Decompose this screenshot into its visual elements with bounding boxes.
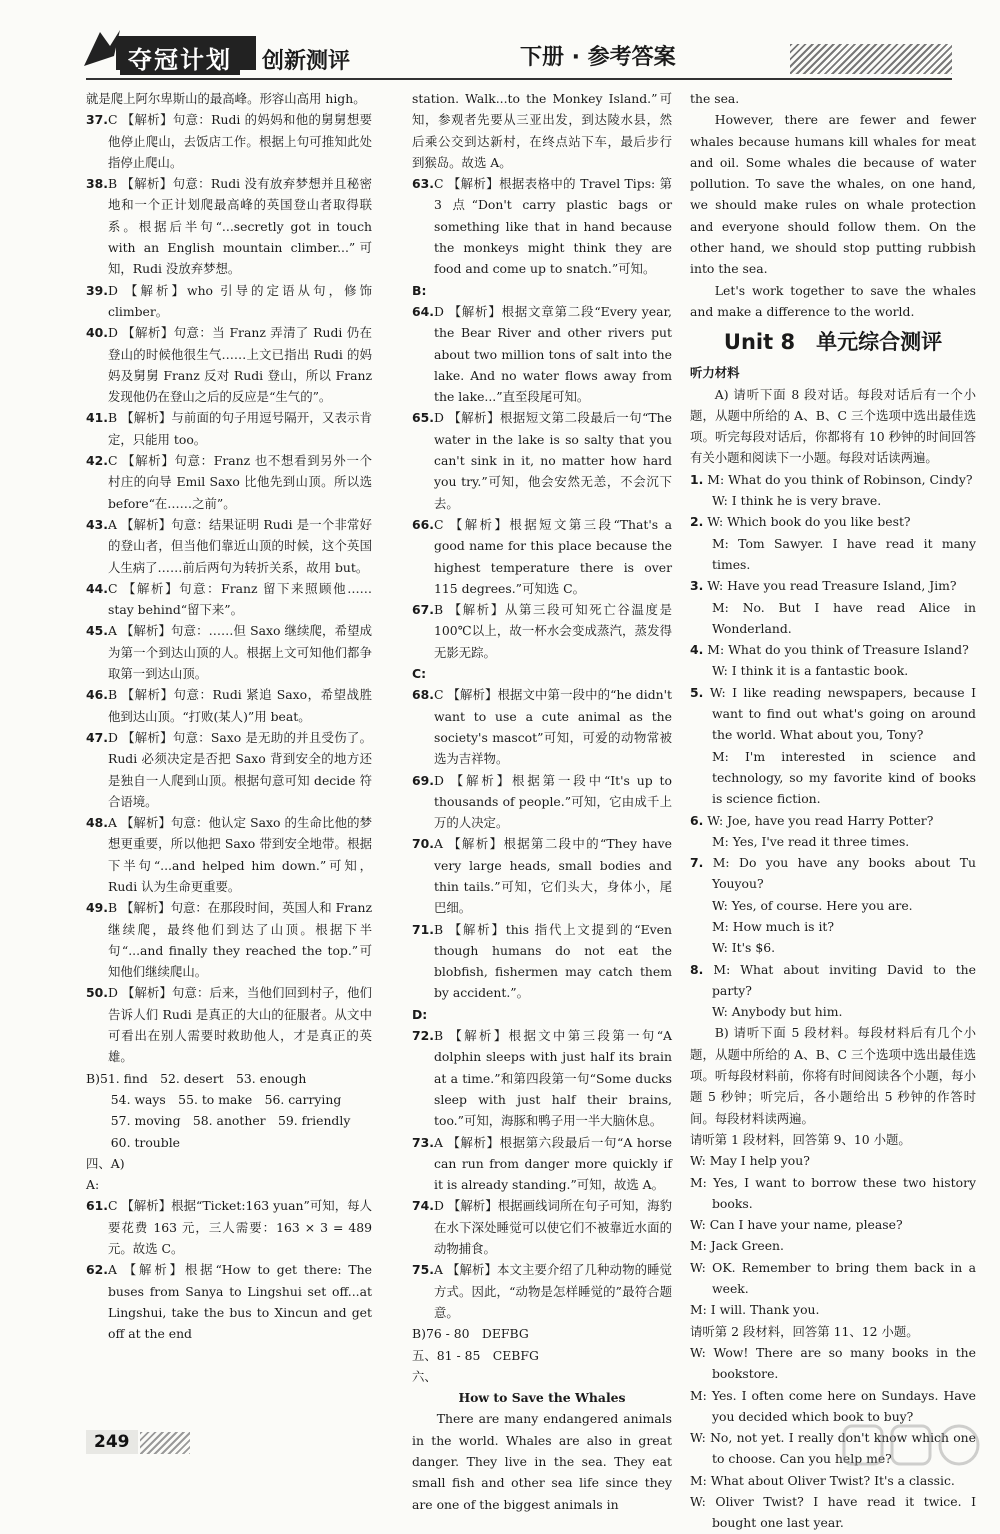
answer-line: 五、81 - 85 CEBFG [412, 1347, 539, 1363]
question-number: 75. [412, 1262, 434, 1278]
dialogue-line [690, 511, 976, 532]
answer-explanation: 【解析】who 引导的定语从句，修饰 climber。 [108, 282, 372, 319]
listening-heading: 听力材料 [690, 365, 740, 381]
essay-paragraph: the sea. [690, 91, 740, 106]
answer-letter: C [107, 112, 118, 128]
watermark-logo-icon [840, 1420, 990, 1472]
question-number: 37. [86, 112, 108, 128]
question-number: 65. [412, 410, 434, 426]
answer-letter: D [433, 410, 444, 426]
answer-line: 57. moving 58. another 59. friendly [110, 1113, 351, 1129]
answer-explanation: 【解析】根据“Ticket:163 yuan”可知，每人要花费 163 元，三人需要：163 × 3 = 489 元。故选 C。 [108, 1198, 372, 1257]
question-number: 49. [86, 900, 108, 916]
answer-item [86, 897, 372, 982]
question-number: 1. [690, 471, 704, 487]
answer-explanation: 【解析】根据短文第三段“That's a good name for this place because the highest temperature there is over 115 degrees.”可知选 C。 [434, 516, 672, 596]
question-number: 3. [690, 578, 704, 594]
dialogue-line [690, 469, 976, 490]
answer-letter: A [433, 1134, 443, 1150]
section-marker: 四、A) [86, 1155, 125, 1171]
answer-explanation: 【解析】根据文章第二段“Every year, the Bear River and other rivers put about two million tons of salt into the lake. And no water flows away from the lake...”直至段尾可知。 [434, 303, 672, 405]
answer-letter: C [433, 687, 444, 703]
question-number: 7. [690, 855, 704, 871]
answer-item [86, 1195, 372, 1259]
answer-explanation: 【解析】根据文中第一段中的“he didn't want to use a cute animal as the society's mascot”可知，可爱的动物常被选为吉祥物。 [434, 687, 672, 767]
section-title: 下册 · 参考答案 [520, 45, 676, 70]
answer-item [86, 982, 372, 1067]
question-number: 5. [690, 684, 704, 700]
dialogue-text: M: No. But I have read Alice in Wonderland. [712, 599, 976, 636]
answer-explanation: 【解析】句意：Saxo 是无助的并且受伤了。Rudi 必须决定是否把 Saxo 背到安全的地方还是独自一人爬到山顶。根据句意可知 decide 符合语境。 [108, 729, 372, 809]
answer-item [86, 620, 372, 684]
question-number: 74. [412, 1198, 434, 1214]
answer-letter: B [107, 176, 118, 192]
answer-explanation: 【解析】根据表格中的 Travel Tips: 第 3 点“Don't carry plastic bags or something like that in hand because the monkeys might think they are food and come up to snatch.”可知。 [434, 176, 672, 277]
answer-explanation: 【解析】根据画线词所在句子可知，海豹在水下深处睡觉可以使它们不被靠近水面的动物捕食。 [434, 1198, 672, 1257]
dialogue-line: W: May I help you? [690, 1153, 810, 1169]
answer-item [86, 684, 372, 727]
answer-item [86, 109, 372, 173]
answer-item [412, 1195, 672, 1259]
answer-explanation: 【解析】根据第一段中“It's up to thousands of people.”可知，它由成千上万的人决定。 [434, 772, 672, 831]
answer-item [412, 1025, 672, 1131]
answer-explanation: 【解析】本文主要介绍了几种动物的睡觉方式。因此，“动物是怎样睡觉的”最符合题意。 [434, 1262, 672, 1320]
answer-letter: D [107, 325, 118, 341]
question-number: 41. [86, 410, 108, 426]
question-number: 2. [690, 514, 704, 530]
answer-item [86, 514, 372, 578]
dialogue-line: M: Yes, I want to borrow these two history books. [690, 1174, 976, 1211]
answer-letter: B [107, 900, 118, 916]
page-header [0, 0, 1000, 82]
dialogue-line [690, 916, 976, 937]
answer-letter: D [107, 282, 118, 298]
question-number: 71. [412, 921, 434, 937]
answer-letter: A [433, 836, 443, 852]
answer-explanation: 【解析】句意：……但 Saxo 继续爬，希望成为第一个到达山顶的人。根据上文可知他们都争取第一到达山顶。 [108, 623, 372, 682]
dialogue-line [690, 660, 976, 681]
header-divider [86, 78, 952, 80]
dialogue-line: W: Can I have your name, please? [690, 1217, 903, 1233]
question-number: 63. [412, 176, 434, 192]
answer-letter: C [433, 176, 444, 192]
answer-item [412, 833, 672, 918]
answer-item [86, 727, 372, 812]
answer-letter: A [107, 1262, 117, 1278]
question-number: 43. [86, 516, 108, 532]
dialogue-line [690, 810, 976, 831]
question-number: 6. [690, 812, 704, 828]
dialogue-line [690, 937, 976, 958]
section-marker: 六、 [412, 1368, 437, 1384]
column-1 [86, 88, 372, 1345]
answer-explanation: 【解析】句意：在那段时间，英国人和 Franz 继续爬，最终他们到达了山顶。根据下半句“...and finally they reached the top.”可知他们继续爬山。 [108, 900, 373, 980]
question-number: D: [412, 1006, 428, 1022]
answer-item [412, 514, 672, 599]
dialogue-line: W: OK. Remember to bring them back in a week. [690, 1259, 976, 1297]
answer-item [86, 280, 372, 323]
question-number: 69. [412, 772, 434, 788]
answer-letter: C [107, 580, 118, 596]
answer-letter: A [107, 516, 117, 532]
answer-item [412, 301, 672, 407]
answer-item [412, 599, 672, 663]
question-number: 4. [690, 642, 704, 658]
answer-item [86, 407, 372, 450]
dialogue-text: W: I like reading newspapers, because I want to find out what's going on around the world. What about you, Tony? [709, 684, 976, 743]
question-number: 68. [412, 687, 434, 703]
dialogue-text: W: Yes, of course. Here you are. [712, 897, 913, 913]
answer-cont: 就是爬上阿尔卑斯山的最高峰。形容山高用 high。 [86, 91, 366, 106]
series-title: 创新测评 [262, 49, 351, 74]
column-3 [690, 88, 976, 1534]
listening-instructions: A) 请听下面 8 段对话。每段对话后有一个小题，从题中所给的 A、B、C 三个选项中选出最佳选项。听完每段对话后，你都将有 10 秒钟的时间回答有关小题和阅读下一小题。每段对话读两遍。 [690, 386, 976, 466]
answer-item [412, 280, 672, 301]
dialogue-text: W: I think it is a fantastic book. [712, 663, 909, 679]
unit-title: Unit 8 单元综合测评 [723, 330, 943, 355]
answer-item [412, 684, 672, 769]
essay-paragraph: However, there are fewer and fewer whales because humans kill whales for meat and oil. Some whales die because of water pollution. To save the whales, on one hand, we should make rules on whale protection and everyone should follow them. On the other hand, we should stop putting rubbish into the sea. [690, 112, 976, 277]
part-title: 请听第 2 段材料，回答第 11、12 小题。 [690, 1323, 919, 1339]
essay-paragraph: Let's work together to save the whales and make a difference to the world. [690, 282, 976, 319]
dialogue-text: W: Anybody but him. [712, 1004, 843, 1020]
question-number: 45. [86, 623, 108, 639]
question-number: C: [412, 666, 427, 682]
question-number: 66. [412, 516, 434, 532]
answer-explanation: 【解析】句意：Rudi 的妈妈和他的舅舅想要他停止爬山，去饭店工作。根据上句可推知此处指停止爬山。 [108, 112, 372, 170]
page-number: 249 [86, 1430, 138, 1454]
answer-letter: A [107, 623, 117, 639]
dialogue-line: M: Yes. I often come here on Sundays. Have you decided which book to buy? [690, 1387, 976, 1424]
dialogue-line [690, 490, 976, 511]
question-number: 44. [86, 580, 108, 596]
answer-letter: B [107, 687, 118, 703]
answer-letter: C [107, 1198, 118, 1214]
answer-item [412, 1132, 672, 1196]
answer-explanation: 【解析】句意：当 Franz 弄清了 Rudi 仍在登山的时候他很生气……上文已指出 Rudi 的妈妈及舅舅 Franz 反对 Rudi 登山，所以 Franz 发现他仍在登山之后的反应是“生气的”。 [108, 325, 372, 405]
answer-letter: C [433, 516, 444, 532]
page-number-hatch [140, 1432, 190, 1454]
answer-explanation: 【解析】从第三段可知死亡谷温度是 100℃以上，故一杯水会变成蒸汽，蒸发得无影无踪。 [434, 602, 673, 660]
answer-explanation: 【解析】句意：后来，当他们回到村子，他们告诉人们 Rudi 是真正的大山的征服者。从文中可看出在别人需要时救助他人，才是真正的英雄。 [108, 985, 372, 1065]
answer-line: 60. trouble [110, 1134, 181, 1150]
dialogue-text: M: Tom Sawyer. I have read it many times. [712, 535, 976, 572]
answer-letter: C [107, 453, 118, 469]
answer-item [86, 322, 372, 407]
answer-letter: D [107, 985, 118, 1001]
question-number: 67. [412, 602, 434, 618]
answer-letter: D [433, 772, 444, 788]
dialogue-line [690, 959, 976, 1002]
question-number: 70. [412, 836, 434, 852]
dialogue-text: W: Have you read Treasure Island, Jim? [707, 578, 957, 594]
dialogue-line [690, 575, 976, 596]
answer-explanation: 【解析】根据文中第三段第一句“A dolphin sleeps with just half its brain at a time.”和第四段第一句“Some ducks sleep with just half their brains, too.”可知，海豚和鸭子用一半大脑休息。 [434, 1028, 672, 1129]
answer-item [412, 1004, 672, 1025]
dialogue-line [690, 852, 976, 895]
dialogue-text: W: Which book do you like best? [707, 514, 911, 530]
brand-name: 夺冠计划 [120, 40, 240, 75]
answer-explanation: 【解析】根据“How to get there: The buses from Sanya to Lingshui set off...at Lingshui, take the bus to Xincun and get off at the end [108, 1262, 372, 1342]
dialogue-line [690, 533, 976, 576]
answer-explanation: 【解析】句意：他认定 Saxo 的生命比他的梦想更重要，所以他把 Saxo 带到安全地带。根据下半句“...and helped him down.”可知，Rudi 认为生命更重要。 [108, 815, 372, 894]
dialogue-text: W: It's $6. [712, 940, 776, 956]
answer-item [86, 812, 372, 897]
dialogue-line [690, 746, 976, 810]
dialogue-text: M: Do you have any books about Tu Youyou? [712, 855, 976, 892]
question-number: 50. [86, 985, 108, 1001]
answer-line: B)51. find 52. desert 53. enough [86, 1070, 307, 1086]
answer-cont: station. Walk...to the Monkey Island.”可知，参观者先要从三亚出发，到达陵水县，然后乘公交到达新村，在终点站下车，最后步行到猴岛。故选 A。 [412, 91, 672, 170]
question-number: 72. [412, 1028, 434, 1044]
dialogue-text: M: What about inviting David to the party? [712, 961, 976, 998]
dialogue-line: M: What about Oliver Twist? It's a classic. [690, 1472, 955, 1488]
answer-letter: D [107, 729, 118, 745]
question-number: B: [412, 282, 427, 298]
answer-letter: D [433, 303, 444, 319]
question-number: 47. [86, 729, 108, 745]
question-number: 62. [86, 1262, 108, 1278]
answer-letter: A [107, 815, 117, 831]
part-title: 请听第 1 段材料，回答第 9、10 小题。 [690, 1131, 911, 1147]
column-2 [412, 88, 672, 1515]
answer-line: B)76 - 80 DEFBG [412, 1326, 529, 1342]
dialogue-line: W: Wow! There are so many books in the bookstore. [690, 1344, 976, 1382]
dialogue-line [690, 597, 976, 640]
dialogue-line: M: I will. Thank you. [690, 1302, 820, 1318]
dialogue-text: M: What do you think of Treasure Island? [707, 642, 969, 658]
section-marker: A: [86, 1177, 100, 1193]
answer-explanation: 【解析】与前面的句子用逗号隔开，又表示肯定，只能用 too。 [108, 410, 372, 447]
question-number: 46. [86, 687, 108, 703]
answer-explanation: 【解析】根据第二段中的“They have very large heads, small bodies and thin tails.”可知，它们头大，身体小，尾巴细。 [434, 836, 672, 916]
question-number: 42. [86, 453, 108, 469]
essay-title: How to Save the Whales [458, 1390, 626, 1406]
dialogue-line [690, 831, 976, 852]
dialogue-line [690, 895, 976, 916]
answer-item [86, 1259, 372, 1344]
dialogue-text: W: Joe, have you read Harry Potter? [707, 812, 934, 828]
question-number: 39. [86, 282, 108, 298]
question-number: 64. [412, 303, 434, 319]
answer-explanation: 【解析】根据第六段最后一句“A horse can run from danger more quickly if it is already standing.”可知，故选 A。 [434, 1134, 672, 1193]
answer-letter: B [107, 410, 118, 426]
answer-explanation: 【解析】句意：Franz 也不想看到另外一个村庄的向导 Emil Saxo 比他先到山顶。所以选 before“在……之前”。 [108, 453, 372, 511]
question-number: 8. [690, 961, 704, 977]
dialogue-line [690, 639, 976, 660]
answer-item [412, 407, 672, 513]
answer-item [412, 1259, 672, 1323]
answer-explanation: 【解析】this 指代上文提到的“Even though humans do not eat the blobfish, fishermen may catch them by accident.”。 [434, 921, 672, 1001]
answer-item [412, 919, 672, 1004]
answer-explanation: 【解析】句意：Rudi 紧追 Saxo，希望战胜他到达山顶。“打败(某人)”用 beat。 [108, 687, 372, 724]
question-number: 48. [86, 815, 108, 831]
dialogue-text: M: What do you think of Robinson, Cindy? [707, 471, 973, 487]
answer-item [412, 173, 672, 279]
answer-letter: D [433, 1198, 444, 1214]
dialogue-line [690, 1001, 976, 1022]
dialogue-line [690, 682, 976, 746]
answer-letter: B [433, 1028, 444, 1044]
question-number: 61. [86, 1198, 108, 1214]
answer-explanation: 【解析】句意：结果证明 Rudi 是一个非常好的登山者，但当他们靠近山顶的时候，这个英国人生病了……前后两句为转折关系，故用 but。 [108, 516, 372, 575]
question-number: 40. [86, 325, 108, 341]
answer-item [412, 770, 672, 834]
listening-instructions: B) 请听下面 5 段材料。每段材料后有几个小题，从题中所给的 A、B、C 三个选项中选出最佳选项。听每段材料前，你将有时间阅读各个小题，每小题 5 秒钟；听完后，各小题给出 5 秒钟的作答时间。每段材料读两遍。 [690, 1025, 976, 1126]
answer-explanation: 【解析】句意：Franz 留下来照顾他…… stay behind“留下来”。 [108, 580, 372, 618]
dialogue-line: W: Oliver Twist? I have read it twice. I bought one last year. [690, 1494, 976, 1531]
answer-line: 54. ways 55. to make 56. carrying [110, 1091, 342, 1107]
question-number: 38. [86, 176, 108, 192]
question-number: 73. [412, 1134, 434, 1150]
essay-paragraph: There are many endangered animals in the world. Whales are also in great danger. They live in the sea. They eat small fish and other sea life since they are one of the biggest animals in [412, 1411, 672, 1512]
dialogue-text: W: I think he is very brave. [712, 493, 882, 509]
answer-item [86, 450, 372, 514]
dialogue-text: M: I'm interested in science and technology, so my favorite kind of books is science fiction. [712, 748, 976, 807]
answer-letter: B [433, 602, 444, 618]
dialogue-line: M: Jack Green. [690, 1238, 784, 1254]
answer-explanation: 【解析】根据短文第二段最后一句“The water in the lake is so salty that you can't sink in it, no matter how hard you try.”可知，他会安然无恙，不会沉下去。 [434, 410, 672, 511]
answer-item [412, 663, 672, 684]
header-hatch [790, 44, 952, 74]
dialogue-line: W: No, not yet. I really don't know which one to choose. Can you help me? [690, 1430, 976, 1467]
answer-letter: B [433, 921, 444, 937]
answer-item [86, 173, 372, 279]
dialogue-text: M: How much is it? [712, 918, 835, 934]
answer-explanation: 【解析】句意：Rudi 没有放弃梦想并且秘密地和一个正计划爬最高峰的英国登山者取得联系。根据后半句“...secretly got in touch with an English mountain climber...”可知，Rudi 没放弃梦想。 [108, 176, 372, 277]
answer-item [86, 578, 372, 621]
answer-letter: A [433, 1262, 443, 1278]
dialogue-text: M: Yes, I've read it three times. [712, 833, 910, 849]
